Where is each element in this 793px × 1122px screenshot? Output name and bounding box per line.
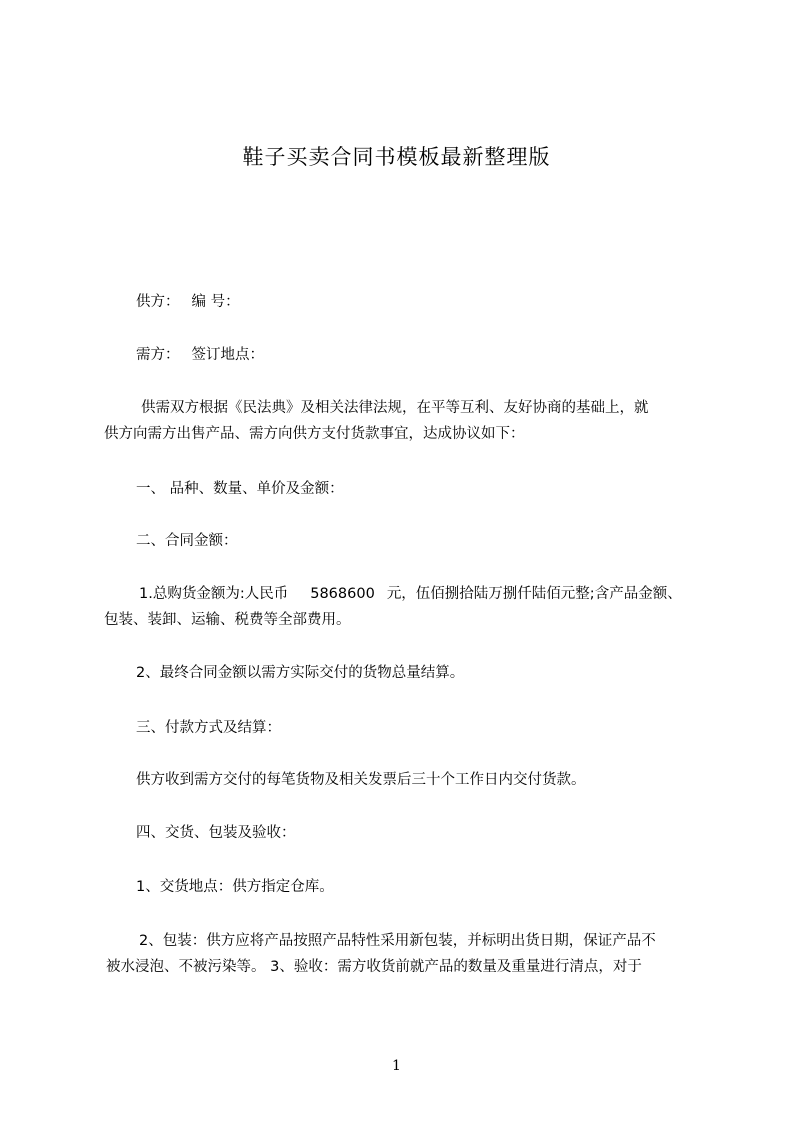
page-number: 1 bbox=[392, 1058, 401, 1074]
document-title: 鞋子买卖合同书模板最新整理版 bbox=[242, 145, 551, 169]
amount-suffix: 元，伍佰捌拾陆万捌仟陆佰元整;含产品金额、 bbox=[386, 586, 682, 602]
amount-value: 5868600 bbox=[310, 586, 375, 602]
section-1-heading: 一、 品种、数量、单价及金额： bbox=[136, 481, 344, 497]
section-3-heading: 三、付款方式及结算： bbox=[136, 720, 281, 736]
supplier-line bbox=[136, 292, 240, 312]
packing-line-1: 2、包装：供方应将产品按照产品特性采用新包装，并标明出货日期，保证产品不 bbox=[139, 933, 656, 949]
section-4-heading: 四、交货、包装及验收： bbox=[136, 825, 296, 841]
amount-line-1 bbox=[139, 584, 682, 604]
supplier-label: 供方： bbox=[136, 294, 180, 310]
payment-line: 供方收到需方交付的每笔货物及相关发票后三十个工作日内交付货款。 bbox=[136, 772, 586, 788]
section-2-heading: 二、合同金额： bbox=[136, 533, 238, 549]
number-label: 编 号： bbox=[191, 294, 240, 310]
amount-line-2: 包装、装卸、运输、税费等全部费用。 bbox=[104, 612, 351, 628]
intro-line-1: 供需双方根据《民法典》及相关法律法规，在平等互利、友好协商的基础上，就 bbox=[141, 400, 649, 416]
buyer-line bbox=[136, 345, 264, 365]
packing-line-2: 被水浸泡、不被污染等。 3、验收：需方收货前就产品的数量及重量进行清点，对于 bbox=[106, 959, 642, 975]
intro-line-2: 供方向需方出售产品、需方向供方支付货款事宜，达成协议如下： bbox=[104, 426, 525, 442]
delivery-place-line: 1、交货地点：供方指定仓库。 bbox=[136, 879, 334, 895]
item-2-line: 2、最终合同金额以需方实际交付的货物总量结算。 bbox=[136, 665, 465, 681]
amount-prefix: 1.总购货金额为:人民币 bbox=[139, 586, 289, 602]
buyer-label: 需方： bbox=[136, 347, 180, 363]
sign-place-label: 签订地点： bbox=[191, 347, 264, 363]
